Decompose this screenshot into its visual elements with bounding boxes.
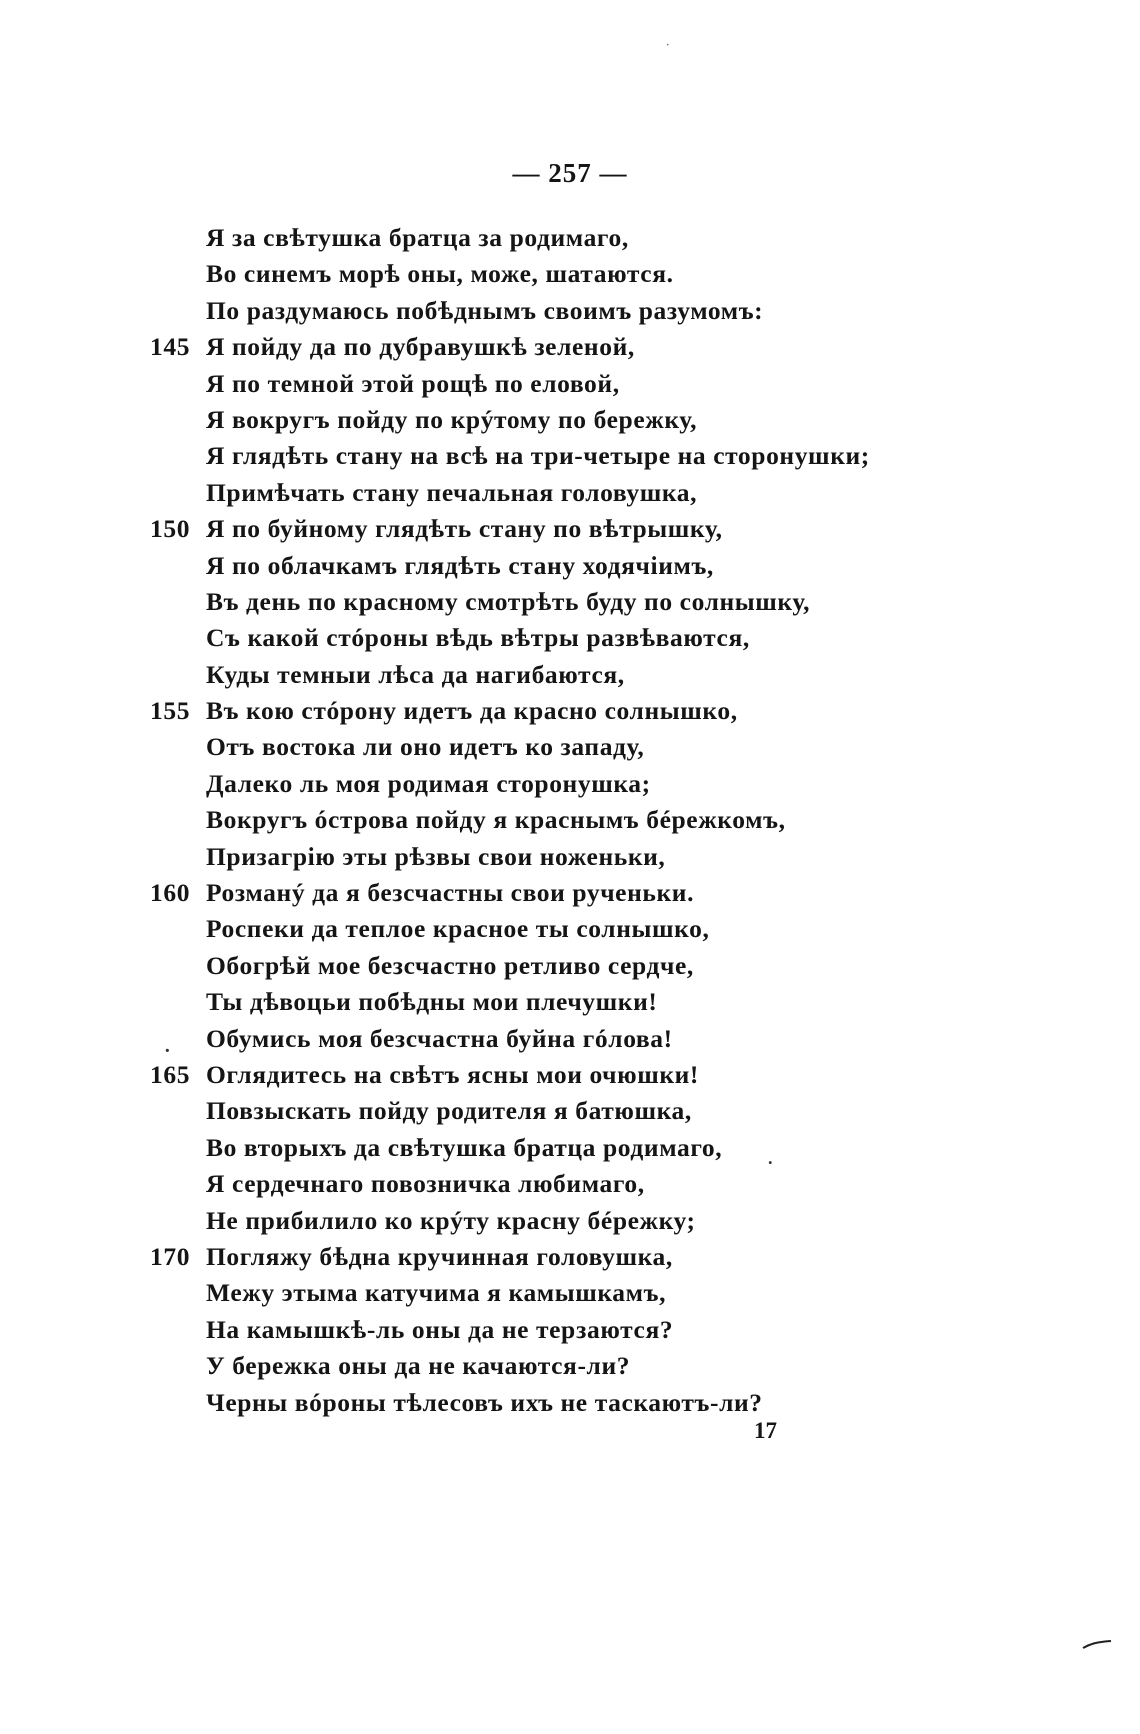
- poem-line: [0, 839, 1140, 875]
- poem-line: [0, 548, 1140, 584]
- line-number: 150: [150, 514, 191, 544]
- print-speck: ·: [666, 40, 670, 51]
- poem-line: [0, 1203, 1140, 1239]
- poem-line: [0, 693, 1140, 729]
- line-text: Примѣчать стану печальная головушка,: [206, 477, 698, 507]
- line-text: Ты дѣвоцьи побѣдны мои плечушки!: [206, 987, 658, 1017]
- poem-line: [0, 511, 1140, 547]
- line-text: Во синемъ морѣ оны, може, шатаются.: [206, 259, 674, 289]
- poem-line: [0, 1239, 1140, 1275]
- poem-line: [0, 1057, 1140, 1093]
- line-text: Межу этыма катучима я камышкамъ,: [206, 1278, 667, 1308]
- line-text: У бережка оны да не качаются-ли?: [206, 1351, 631, 1381]
- poem-line: [0, 984, 1140, 1020]
- poem-line: [0, 948, 1140, 984]
- poem-line: [0, 1021, 1140, 1057]
- line-text: Съ какой стóроны вѣдь вѣтры развѣваются,: [206, 623, 750, 653]
- poem-line: [0, 766, 1140, 802]
- line-number: 155: [150, 696, 191, 726]
- line-text: Розманý да я безсчастны свои рученьки.: [206, 878, 695, 908]
- line-number: 165: [150, 1059, 191, 1089]
- poem-line: [0, 657, 1140, 693]
- line-text: Куды темныи лѣса да нагибаются,: [206, 659, 625, 689]
- poem-line: [0, 329, 1140, 365]
- line-text: Я по облачкамъ глядѣть стану ходячіимъ,: [206, 550, 714, 580]
- poem-line: [0, 256, 1140, 292]
- poem-line: [0, 293, 1140, 329]
- line-text: По раздумаюсь побѣднымъ своимъ разумомъ:: [206, 295, 764, 325]
- line-text: Роспеки да теплое красное ты солнышко,: [206, 914, 710, 944]
- poem-line: [0, 220, 1140, 256]
- poem-text: [0, 220, 1140, 1421]
- page-number: — 257 —: [512, 158, 628, 188]
- line-text: Я по буйному глядѣть стану по вѣтрышку,: [206, 514, 723, 544]
- poem-line: [0, 620, 1140, 656]
- poem-line: [0, 1093, 1140, 1129]
- poem-line: [0, 729, 1140, 765]
- poem-line: [0, 911, 1140, 947]
- print-speck: ·: [164, 1040, 171, 1062]
- poem-line: [0, 1130, 1140, 1166]
- line-text: Обумись моя безсчастна буйна гóлова!: [206, 1023, 673, 1053]
- poem-line: [0, 1312, 1140, 1348]
- line-number: 170: [150, 1241, 191, 1271]
- line-text: Не прибилило ко крýту красну бéрежку;: [206, 1205, 696, 1235]
- line-text: Повзыскать пойду родителя я батюшка,: [206, 1096, 692, 1126]
- poem-line: [0, 1385, 1140, 1421]
- line-text: Обогрѣй мое безсчастно ретливо сердче,: [206, 950, 694, 980]
- line-text: Отъ востока ли оно идетъ ко западу,: [206, 732, 645, 762]
- poem-line: [0, 802, 1140, 838]
- poem-line: [0, 1166, 1140, 1202]
- line-number: 145: [150, 332, 191, 362]
- poem-line: [0, 875, 1140, 911]
- print-speck: .: [768, 1148, 773, 1168]
- poem-line: [0, 438, 1140, 474]
- line-text: Я вокругъ пойду по крýтому по бережку,: [206, 404, 698, 434]
- poem-line: [0, 475, 1140, 511]
- line-text: Черны вóроны тѣлесовъ ихъ не таскаютъ-ли?: [206, 1387, 763, 1417]
- line-text: Я по темной этой рощѣ по еловой,: [206, 368, 620, 398]
- poem-line: [0, 402, 1140, 438]
- line-text: Во вторыхъ да свѣтушка братца родимаго,: [206, 1132, 723, 1162]
- line-text: Вокругъ óстрова пойду я краснымъ бéрежкомъ,: [206, 805, 786, 835]
- line-text: Въ кою стóрону идетъ да красно солнышко,: [206, 696, 738, 726]
- line-text: Я сердечнаго повозничка любимаго,: [206, 1169, 645, 1199]
- poem-line: [0, 584, 1140, 620]
- line-text: На камышкѣ-ль оны да не терзаются?: [206, 1314, 674, 1344]
- line-text: Я глядѣть стану на всѣ на три-четыре на сторонушки;: [206, 441, 870, 471]
- line-text: Я за свѣтушка братца за родимаго,: [206, 223, 629, 252]
- line-text: Далеко ль моя родимая сторонушка;: [206, 768, 651, 798]
- line-text: Оглядитесь на свѣтъ ясны мои очюшки!: [206, 1059, 700, 1089]
- signature-mark: 17: [754, 1418, 777, 1443]
- page-edge-mark: [1082, 1638, 1112, 1650]
- poem-line: [0, 1275, 1140, 1311]
- line-text: Въ день по красному смотрѣть буду по солнышку,: [206, 586, 811, 616]
- line-text: Я пойду да по дубравушкѣ зеленой,: [206, 332, 635, 362]
- poem-line: [0, 1348, 1140, 1384]
- poem-line: [0, 366, 1140, 402]
- line-text: Погляжу бѣдна кручинная головушка,: [206, 1241, 673, 1271]
- line-number: 160: [150, 878, 191, 908]
- line-text: Призагрію эты рѣзвы свои ноженьки,: [206, 841, 666, 871]
